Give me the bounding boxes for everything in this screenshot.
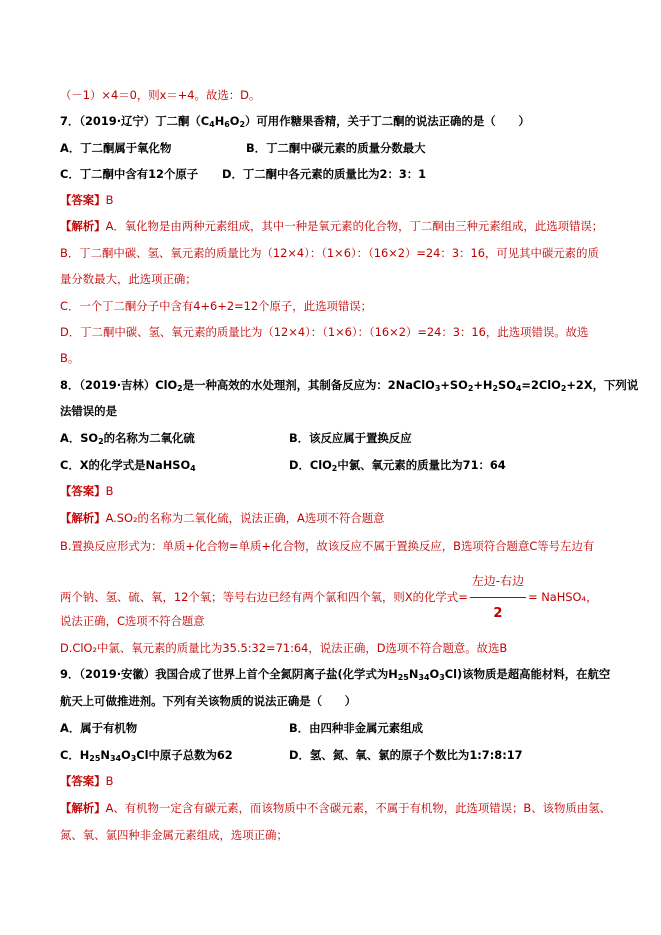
- option-b: B．丁二酮中碳元素的质量分数最大: [246, 141, 426, 155]
- analysis-9-line2: 氮、氧、氯四种非金属元素组成，选项正确；: [60, 828, 288, 842]
- analysis-8-line5: D.ClO₂中氯、氧元素的质量比为35.5:32=71:64，说法正确，D选项不符合题意。故选B: [60, 641, 508, 655]
- question-7-stem: 7．（2019·辽宁）丁二酮$(C_4H_6O_2)$可用作糖果香精，关于丁二酮的说法正确的是（ ）: [60, 114, 530, 129]
- option-d: D．丁二酮中各元素的质量比为2：3：1: [222, 167, 427, 181]
- option-c: C．丁二酮中含有12个原子: [60, 167, 199, 181]
- option-c: C．$H_{25}N_{34}O_3Cl$中原子总数为62: [60, 748, 233, 763]
- analysis-7-line6: B。: [60, 351, 80, 365]
- analysis-7-line3: 量分数最大，此选项正确；: [60, 272, 197, 286]
- question-9-stem-line2: 航天上可做推进剂。下列有关该物质的说法正确是（ ）: [60, 694, 357, 708]
- analysis-8-line4: 说法正确，C选项不符合题意: [60, 614, 205, 628]
- question-8-stem-line2: 法错误的是: [60, 404, 117, 418]
- option-d: D．ClO$_2$中氯、氧元素的质量比为71：64: [289, 458, 506, 473]
- question-9-stem: 9．（2019·安徽）我国合成了世界上首个全氮阴离子盐(化学式为$H_{25}N_{34}O_3Cl$)该物质是超高能材料，在航空: [60, 667, 611, 682]
- fraction: $\frac{\text{左边-右边}}{2}$: [470, 566, 526, 629]
- text-line: （－1）×4＝0，则x＝+4。故选：D。: [60, 88, 261, 102]
- analysis-8-line3: 两个钠、氢、硫、氧，12个氧；等号右边已经有两个氯和四个氧，则X的化学式= $\frac{\text{左边-右边}}{2}$ = NaHSO₄，: [60, 566, 597, 629]
- analysis-7-line2: B．丁二酮中碳、氢、氧元素的质量比为（12×4）：（1×6）：（16×2）=24：3：16，可见其中碳元素的质: [60, 246, 599, 260]
- answer-7: 【答案】B: [60, 193, 114, 207]
- option-b: B．由四种非金属元素组成: [289, 721, 423, 735]
- analysis-8-line1: 【解析】A.SO₂的名称为二氧化硫，说法正确，A选项不符合题意: [60, 511, 385, 525]
- option-a: A．丁二酮属于氧化物: [60, 141, 172, 155]
- option-a: A．属于有机物: [60, 721, 138, 735]
- option-b: B．该反应属于置换反应: [289, 431, 412, 445]
- answer-9: 【答案】B: [60, 774, 114, 788]
- option-a: A．$SO_2$的名称为二氧化硫: [60, 431, 195, 446]
- question-8-stem: 8．（2019·吉林）ClO$_2$是一种高效的水处理剂，其制备反应为：$2NaClO_3+SO_2+H_2SO_4=2ClO_2+2X$，下列说: [60, 378, 639, 393]
- analysis-9-line1: 【解析】A、有机物一定含有碳元素，而该物质中不含碳元素，不属于有机物，此选项错误；B、该物质由氢、: [60, 801, 611, 815]
- analysis-7-line1: 【解析】A．氧化物是由两种元素组成，其中一种是氧元素的化合物，丁二酮由三种元素组成，此选项错误；: [60, 219, 604, 233]
- answer-8: 【答案】B: [60, 484, 114, 498]
- analysis-8-line2: B.置换反应形式为：单质+化合物=单质+化合物，故该反应不属于置换反应，B选项符合题意C等号左边有: [60, 539, 595, 553]
- option-c: C．X的化学式是NaHSO$_4$: [60, 458, 196, 473]
- analysis-7-line5: D．丁二酮中碳、氢、氧元素的质量比为（12×4）：（1×6）：（16×2）=24：3：16，此选项错误。故选: [60, 325, 589, 339]
- analysis-7-line4: C．一个丁二酮分子中含有4+6+2=12个原子，此选项错误；: [60, 299, 373, 313]
- option-d: D．氢、氮、氧、氯的原子个数比为1:7:8:17: [289, 748, 523, 762]
